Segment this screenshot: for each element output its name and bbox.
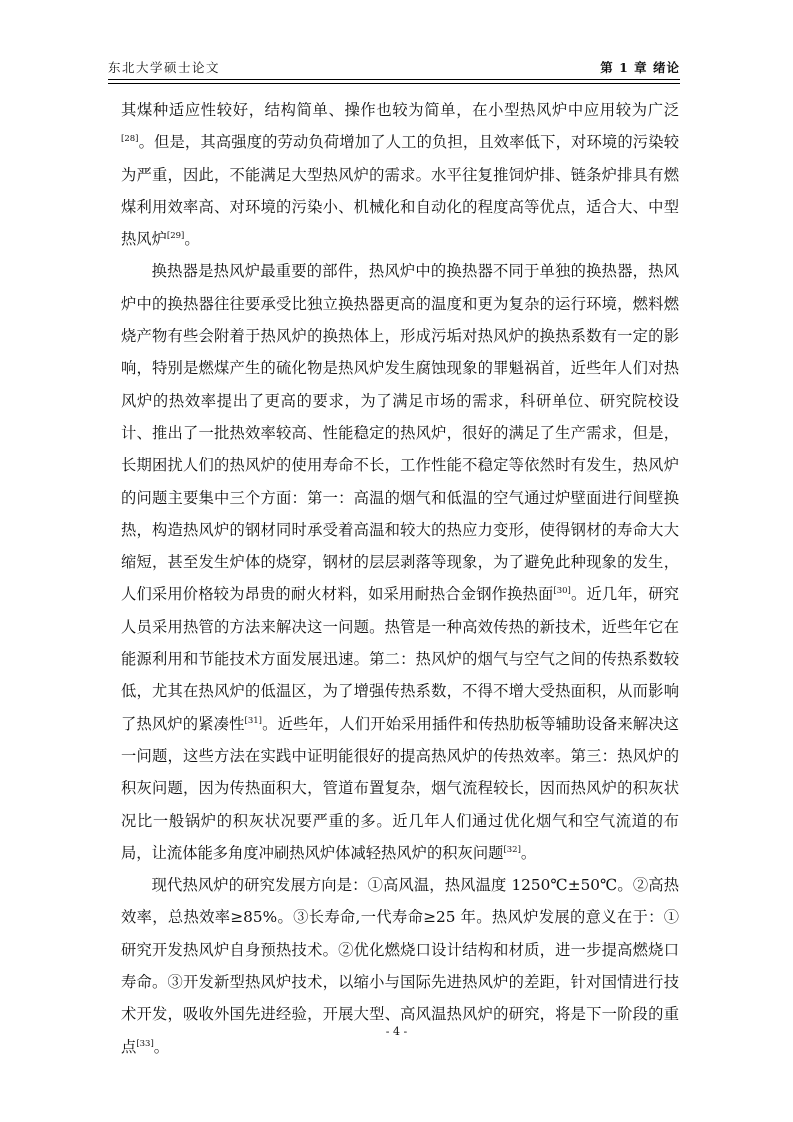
page-header xyxy=(108,52,680,78)
citation-28: [28] xyxy=(121,134,139,145)
body-text xyxy=(121,94,679,1063)
p2-text-c: 。近些年，人们开始采用插件和传热肋板等辅助设备来解决这一问题，这些方法在实践中证明能很好的提高热风炉的传热效率。第三：热风炉的积灰问题，因为传热面积大，管道布置复杂，烟气流程较长，因而热风炉的积灰状况比一般锅炉的积灰状况要严重的多。近几年人们通过优化烟气和空气流道的布局，让流体能多角度冲刷热风炉体减轻热风炉的积灰问题 xyxy=(121,714,679,862)
p2-text-a: 换热器是热风炉最重要的部件，热风炉中的换热器不同于单独的换热器，热风炉中的换热器往往要承受比独立换热器更高的温度和更为复杂的运行环境，燃料燃烧产物有些会附着于热风炉的换热体上，形成污垢对热风炉的换热系数有一定的影响，特别是燃煤产生的硫化物是热风炉发生腐蚀现象的罪魁祸首，近些年人们对热风炉的热效率提出了更高的要求，为了满足市场的需求，科研单位、研究院校设计、推出了一批热效率较高、性能稳定的热风炉，很好的满足了生产需求，但是，长期困扰人们的热风炉的使用寿命不长，工作性能不稳定等依然时有发生，热风炉的问题主要集中三个方面：第一：高温的烟气和低温的空气通过炉壁面进行间壁换热，构造热风炉的钢材同时承受着高温和较大的热应力变形，使得钢材的寿命大大缩短，甚至发生炉体的烧穿，钢材的层层剥落等现象，为了避免此种现象的发生，人们采用价格较为昂贵的耐火材料，如采用耐热合金钢作换热面 xyxy=(121,262,679,604)
citation-32: [32] xyxy=(503,844,521,855)
citation-30: [30] xyxy=(553,586,571,597)
header-thesis-title: 东北大学硕士论文 xyxy=(108,60,221,75)
p3-text-a: 现代热风炉的研究发展方向是：①高风温，热风温度 1250℃±50℃。②高热效率，总热效率≥85%。③长寿命,一代寿命≥25 年。热风炉发展的意义在于：①研究开发热风炉自身预热技术。②优化燃烧口设计结构和材质，进一步提高燃烧口寿命。③开发新型热风炉技术，以缩小与国际先进热风炉的差距，针对国情进行技术开发，吸收外国先进经验，开展大型、高风温热风炉的研究，将是下一阶段的重点 xyxy=(121,876,679,1056)
citation-31: [31] xyxy=(244,715,262,726)
citation-33: [33] xyxy=(136,1038,154,1049)
page-number: - 4 - xyxy=(385,1025,408,1038)
p1-text-a: 其煤种适应性较好，结构简单、操作也较为简单，在小型热风炉中应用较为广泛 xyxy=(121,101,679,119)
p1-text-b: 。但是，其高强度的劳动负荷增加了人工的负担，且效率低下，对环境的污染较为严重，因此，不能满足大型热风炉的需求。水平往复推饲炉排、链条炉排具有燃煤利用效率高、对环境的污染小、机械化和自动化的程度高等优点，适合大、中型热风炉 xyxy=(121,133,679,249)
p1-text-c: 。 xyxy=(184,230,200,249)
header-rule-thick xyxy=(108,79,680,80)
header-rule-thin xyxy=(108,83,680,84)
p2-text-d: 。 xyxy=(520,843,537,862)
citation-29: [29] xyxy=(166,231,185,242)
p2-text-b: 。近几年，研究人员采用热管的方法来解决这一问题。热管是一种高效传热的新技术，近些年它在能源利用和节能技术方面发展迅速。第二：热风炉的烟气与空气之间的传热系数较低，尤其在热风炉的低温区，为了增强传热系数，不得不增大受热面积，从而影响了热风炉的紧凑性 xyxy=(121,585,679,733)
paragraph-1 xyxy=(121,94,679,255)
paragraph-2 xyxy=(121,255,679,869)
p3-text-b: 。 xyxy=(153,1037,170,1056)
header-chapter-title: 第 1 章 绪论 xyxy=(600,60,680,75)
